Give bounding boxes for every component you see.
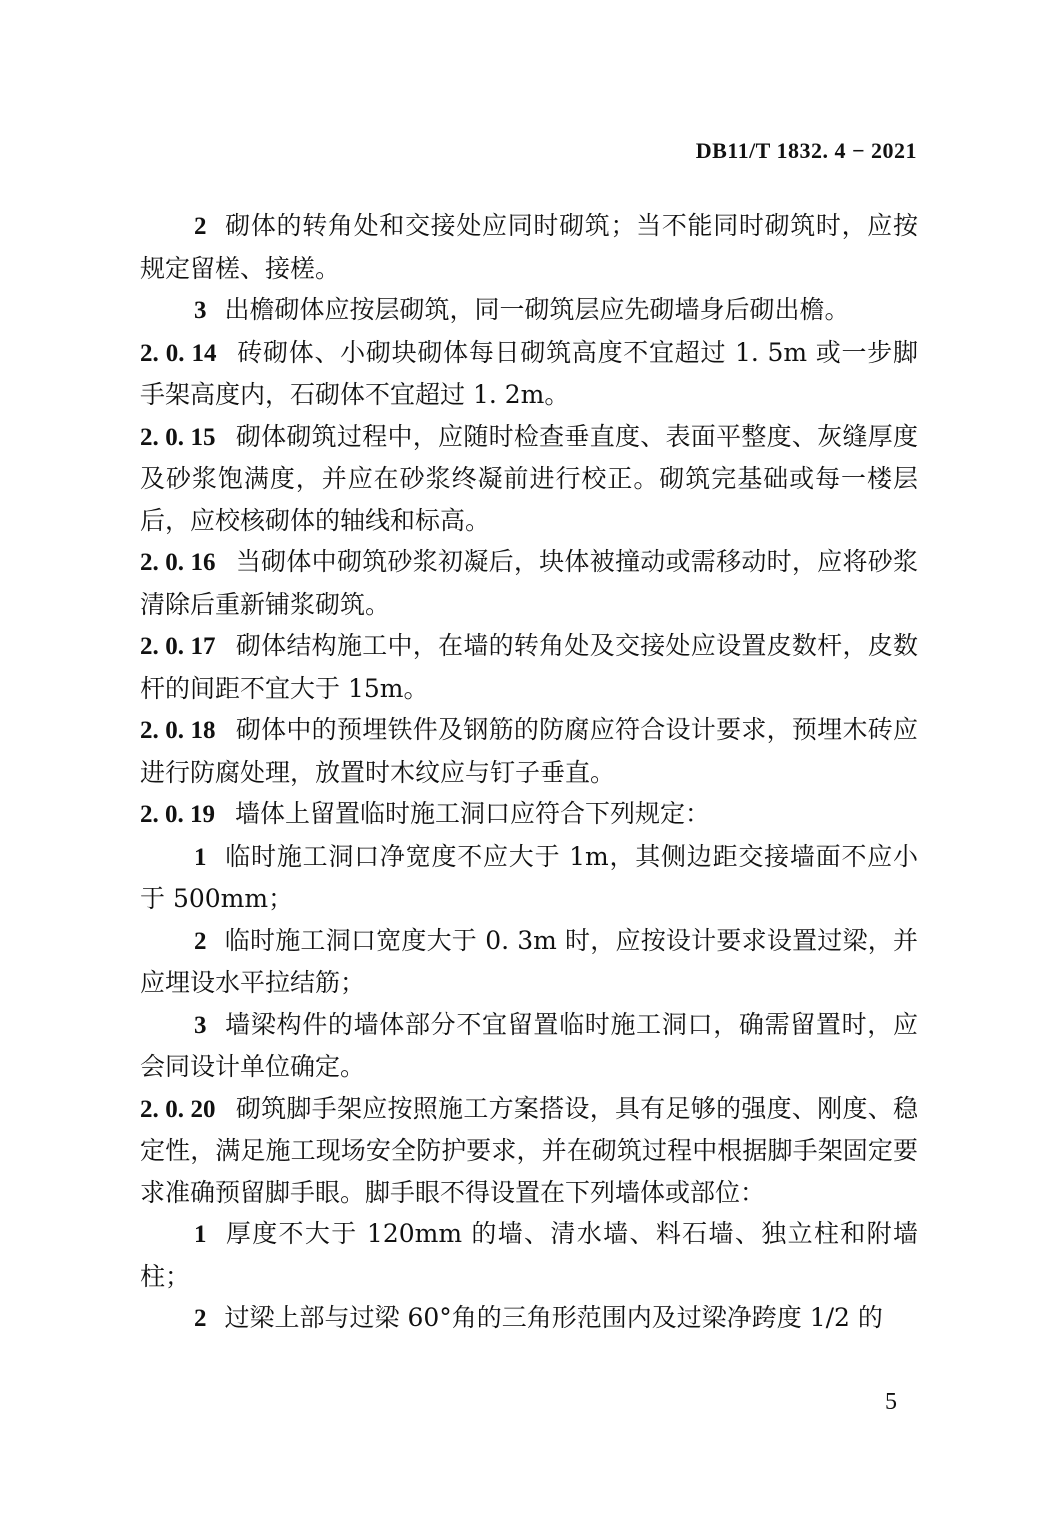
list-item <box>140 289 918 332</box>
clause-text: 砌筑脚手架应按照施工方案搭设，具有足够的强度、刚度、稳定性，满足施工现场安全防护要求，并在砌筑过程中根据脚手架固定要求准确预留脚手眼。脚手眼不得设置在下列墙体或部位： <box>140 1093 918 1207</box>
clause-text: 砌体中的预埋铁件及钢筋的防腐应符合设计要求，预埋木砖应进行防腐处理，放置时木纹应与钉子垂直。 <box>140 715 918 787</box>
document-code: DB11/T 1832. 4 − 2021 <box>695 138 917 163</box>
clause-number: 2. 0. 17 <box>140 633 216 660</box>
clause-number: 2. 0. 16 <box>140 549 216 576</box>
clause <box>140 709 918 793</box>
clause-number: 2. 0. 18 <box>140 717 216 744</box>
item-number: 3 <box>194 297 207 324</box>
item-number: 2 <box>194 1305 207 1332</box>
clause-text: 砌体砌筑过程中，应随时检查垂直度、表面平整度、灰缝厚度及砂浆饱满度，并应在砂浆终凝前进行校正。砌筑完基础或每一楼层后，应校核砌体的轴线和标高。 <box>140 421 918 535</box>
clause <box>140 416 918 542</box>
clause-number: 2. 0. 19 <box>140 801 215 828</box>
clause <box>140 541 918 625</box>
clause <box>140 332 918 416</box>
item-number: 2 <box>194 927 207 955</box>
item-text: 厚度不大于 120mm 的墙、清水墙、料石墙、独立柱和附墙柱； <box>140 1219 918 1291</box>
clause <box>140 625 918 709</box>
clause-number: 2. 0. 14 <box>140 339 217 367</box>
page-number: 5 <box>885 1389 897 1415</box>
list-item <box>140 920 918 1004</box>
item-number: 2 <box>194 213 207 240</box>
clause <box>140 793 918 836</box>
clause-text: 砖砌体、小砌块砌体每日砌筑高度不宜超过 1. 5m 或一步脚手架高度内，石砌体不宜超过 1. 2m。 <box>140 337 919 409</box>
item-text: 出檐砌体应按层砌筑，同一砌筑层应先砌墙身后砌出檐。 <box>224 295 850 324</box>
clause-number: 2. 0. 20 <box>140 1095 216 1123</box>
list-item <box>140 1213 918 1297</box>
clause-number: 2. 0. 15 <box>140 423 216 451</box>
item-text: 临时施工洞口净宽度不应大于 1m，其侧边距交接墙面不应小于 500mm； <box>140 841 918 913</box>
item-number: 1 <box>194 843 207 871</box>
clause-text: 当砌体中砌筑砂浆初凝后，块体被撞动或需移动时，应将砂浆清除后重新铺浆砌筑。 <box>140 547 918 619</box>
item-number: 3 <box>194 1011 207 1039</box>
item-text: 砌体的转角处和交接处应同时砌筑；当不能同时砌筑时，应按规定留槎、接槎。 <box>140 211 918 283</box>
document-body <box>140 205 918 1340</box>
clause <box>140 1088 918 1214</box>
item-text: 墙梁构件的墙体部分不宜留置临时施工洞口，确需留置时，应会同设计单位确定。 <box>140 1009 918 1081</box>
item-text: 过梁上部与过梁 60°角的三角形范围内及过梁净跨度 1/2 的 <box>224 1303 883 1332</box>
item-number: 1 <box>194 1221 207 1248</box>
list-item <box>140 836 918 920</box>
list-item <box>140 205 918 289</box>
item-text: 临时施工洞口宽度大于 0. 3m 时，应按设计要求设置过梁，并应埋设水平拉结筋； <box>140 925 918 997</box>
list-item <box>140 1004 918 1088</box>
clause-text: 砌体结构施工中，在墙的转角处及交接处应设置皮数杆，皮数杆的间距不宜大于 15m。 <box>140 631 918 703</box>
clause-text: 墙体上留置临时施工洞口应符合下列规定： <box>235 799 711 828</box>
list-item <box>140 1297 918 1340</box>
